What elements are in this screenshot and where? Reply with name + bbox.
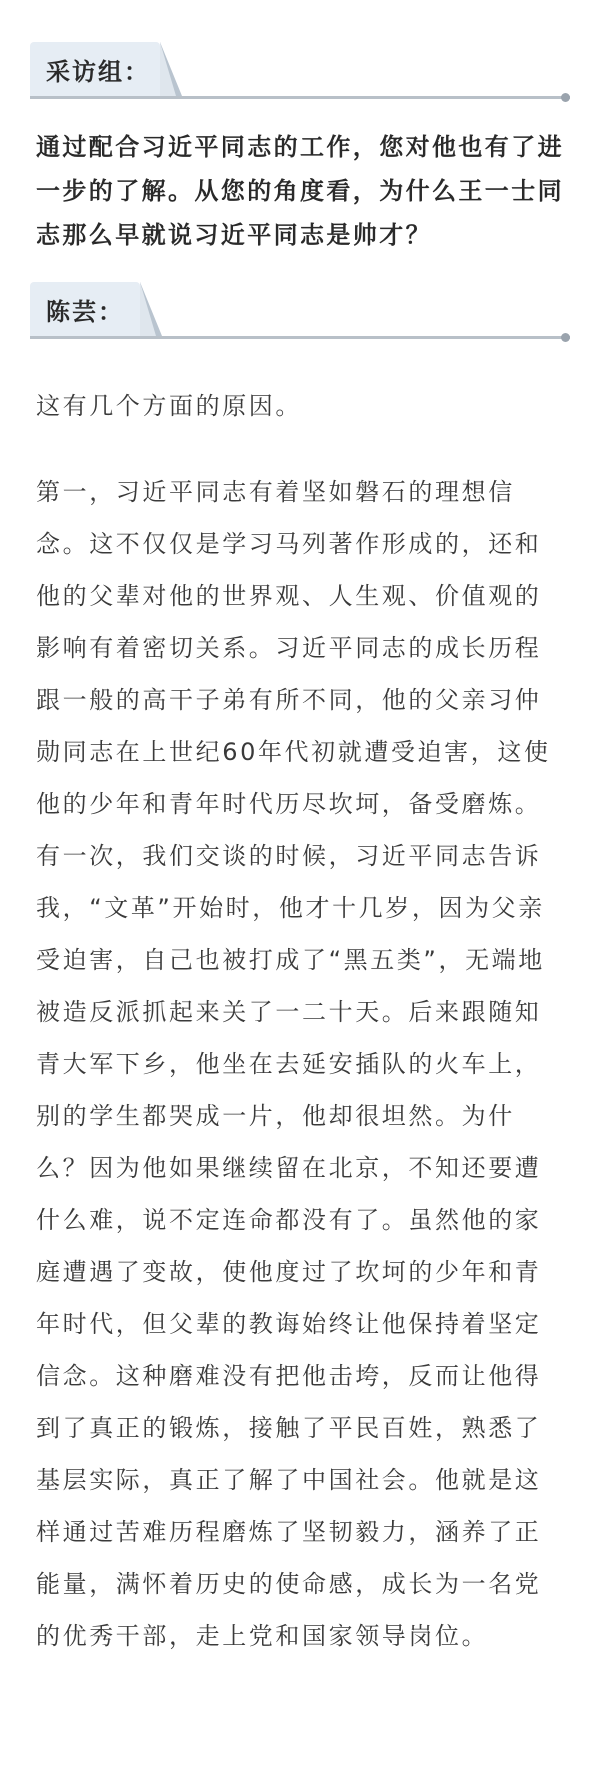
interviewer-divider: [30, 96, 570, 99]
interviewer-label: 采访组：: [46, 57, 150, 86]
answer-paragraph: 这有几个方面的原因。: [36, 392, 302, 420]
tag-flag-decoration: [140, 282, 162, 336]
interviewee-label-tag: [30, 282, 140, 336]
interviewer-label-tag: [30, 42, 160, 96]
interviewee-divider: [30, 336, 570, 339]
divider-dot: [561, 333, 570, 342]
interviewer-question: 通过配合习近平同志的工作，您对他也有了进一步的了解。从您的角度看，为什么王一士同志那么早就说习近平同志是帅才？: [36, 133, 564, 249]
answer-paragraph: 第一，习近平同志有着坚如磐石的理想信念。这不仅仅是学习马列著作形成的，还和他的父辈对他的世界观、人生观、价值观的影响有着密切关系。习近平同志的成长历程跟一般的高干子弟有所不同，他的父亲习仲勋同志在上世纪60年代初就遭受迫害，这使他的少年和青年时代历尽坎坷，备受磨炼。有一次，我们交谈的时候，习近平同志告诉我，“文革”开始时，他才十几岁，因为父亲受迫害，自己也被打成了“黑五类”，无端地被造反派抓起来关了一二十天。后来跟随知青大军下乡，他坐在去延安插队的火车上，别的学生都哭成一片，他却很坦然。为什么？因为他如果继续留在北京，不知还要遭什么难，说不定连命都没有了。虽然他的家庭遭遇了变故，使他度过了坎坷的少年和青年时代，但父辈的教诲始终让他保持着坚定信念。这种磨难没有把他击垮，反而让他得到了真正的锻炼，接触了平民百姓，熟悉了基层实际，真正了解了中国社会。他就是这样通过苦难历程磨炼了坚韧毅力，涵养了正能量，满怀着历史的使命感，成长为一名党的优秀干部，走上党和国家领导岗位。: [36, 478, 551, 1650]
divider-dot: [561, 93, 570, 102]
interviewee-label: 陈芸：: [46, 297, 124, 326]
tag-flag-decoration: [160, 42, 182, 96]
